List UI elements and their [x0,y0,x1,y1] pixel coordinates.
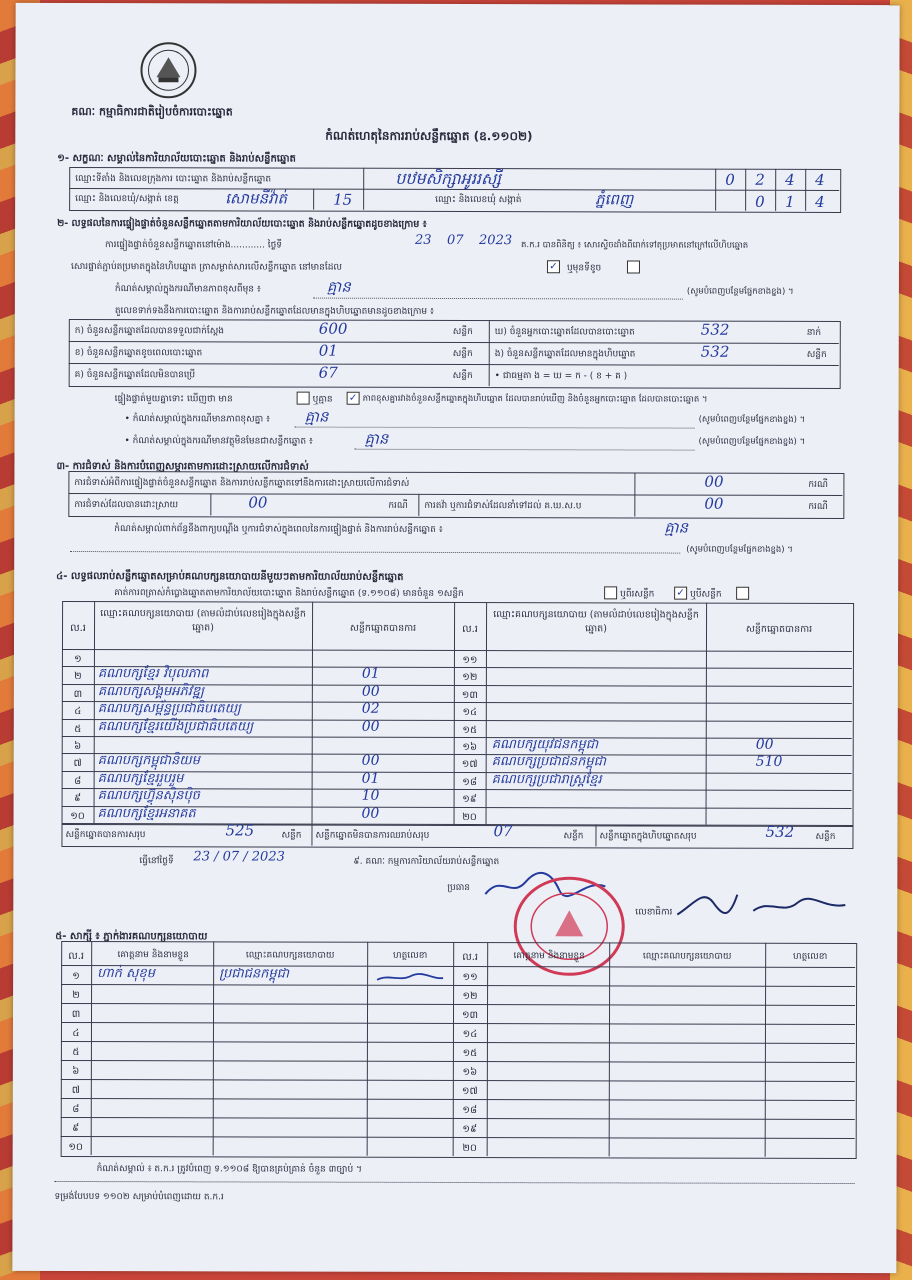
section5-heading: ៥- សាក្សី ៖ ភ្នាក់ងារគណបក្សនយោបាយ [55,930,208,943]
fig-b-unit: សន្លឹក [452,348,473,360]
secretary-label: លេខាធិការ [635,907,673,918]
appeal-value: 00 [704,494,724,513]
seal-line: សោរផ្ទាត់ភ្ជាប់តប្រមាតក្នុងនៃហិបឆ្នោត ត្រាសម្ងាត់សារលើសន្លឹកឆ្នោត នៅមានដែល [70,261,343,273]
fig-a-unit: សន្លឹក [452,326,473,338]
witness-col-sign: ហត្ថលេខា [393,950,428,961]
objections-label: ការជំទាស់អំពីការផ្ទៀងផ្ទាត់ចំនួនសន្លឹកឆ្នោត និងការរាប់សន្លឹកឆ្នោតទៅនឹងការដោះស្រាយលើការជំទាស់ [74,478,410,489]
commune-value: ភ្នំពេញ [595,190,634,209]
result-row-no: ៤ [74,706,82,718]
fig-b-value: 01 [318,341,338,360]
note2-label: • កំណត់សម្គាល់ក្នុងករណីមានវត្ថុមិនមែនជាសន្លឹកឆ្នោត ៖ [124,436,313,447]
fig-e-value: 532 [700,342,730,361]
witness-row-no: ៩ [72,1122,80,1135]
valid-total: 525 [225,821,255,840]
result-votes: 00 [361,683,380,700]
result-party-name: គណបក្សខ្មែររួបរួម [97,770,184,787]
witness-row-no: ៤ [72,1027,80,1040]
diff-note-suffix: (សូមបំពេញបន្ថែមផ្នែកខាងខ្នង) ។ [686,286,794,297]
invalid-total-unit: សន្លឹក [563,831,584,842]
appeal-unit: ករណី [808,501,828,512]
witness-row-no: ៥ [72,1046,80,1059]
result-row-no: ៧ [73,758,82,770]
result-row-no: ១៩ [462,794,477,806]
complaint-note-label: កំណត់សម្គាល់ពាក់ព័ន្ធនឹងពាក្យបណ្តឹង ឬការជំទាស់ក្នុងពេលនៃការផ្ទៀងផ្ទាត់ និងការរាប់សន្លឹកឆ្នោត ៖ [114,524,443,535]
section1-heading: ១- សក្ខណៈ សម្គាល់នៃការិយាល័យបោះឆ្នោត និងរាប់សន្លឹកឆ្នោត [57,152,296,165]
result-votes: 00 [755,736,774,753]
result-party-name: គណបក្សប្រជារាស្ត្រខ្មែរ [491,771,602,788]
witness-row-no: ១១ [462,972,478,984]
fig-d-unit: នាក់ [806,327,822,338]
appeal-label: ការតវ៉ា ឬការជំទាស់ដែលនាំទៅដល់ គ.ឃ.ស.ប [424,500,582,512]
result-row-no: ១៤ [462,707,478,719]
verify-month: 07 [447,232,464,249]
result-row-no: ៩ [74,793,82,805]
witness-row-no: ១៥ [462,1048,478,1060]
result-party-name: គណបក្សខ្មែរ វិបុលភាព [97,666,209,682]
result-votes: 10 [361,787,380,804]
result-votes: 00 [361,805,380,822]
commune-label: ឈ្មោះ និងលេខឃុំ សង្កាត់ [435,194,522,206]
made-at-label: ធ្វើនៅថ្ងៃទី [139,856,174,867]
station-label: ឈ្មោះទីតាំង និងលេខក្រុងការ បោះឆ្នោត និងរាប់សន្លឹកឆ្នោត [75,174,272,185]
witness-row-no: ១៨ [462,1105,478,1117]
objections-value: 00 [704,472,724,491]
note2-value: គ្មាន [364,429,389,448]
two-sheets-checkbox[interactable]: ✓ [674,587,687,600]
result-row-no: ១១ [462,655,478,667]
witness-col-sign-right: ហត្ថលេខា [793,951,828,962]
result-row-no: ១៣ [461,689,478,701]
result-party-name: គណបក្សយុវជនកម្ពុជា [491,737,599,753]
result-row-no: ៥ [74,723,82,735]
election-form-sheet [12,3,899,1273]
witness-row-no: ២០ [462,1143,478,1155]
province-label: ឈ្មោះ និងលេខឃុំ/សង្កាត់ ខេត្ត [75,194,179,205]
fig-a-value: 600 [318,319,348,338]
witness-row-no: ៦ [72,1065,80,1078]
fig-e-unit: សន្លឹក [806,349,827,360]
diff-note-label: កំណត់សម្គាល់ក្នុងករណីមានភាពខុសពីមុន ៖ [114,284,261,295]
witness-row-no: ៧ [71,1084,80,1097]
verify-line: ការផ្ទៀងផ្ទាត់ចំនួនសន្លឹកឆ្នោតនៅម៉ោង............ ថ្ងៃទី [105,240,283,251]
seal-broken-checkbox[interactable] [627,260,640,273]
witness1-signature [375,970,445,986]
note1-value: គ្មាន [304,407,329,426]
result-votes: 00 [361,753,380,770]
witness-col-party-right: ឈ្មោះគណបក្សនយោបាយ [642,951,732,962]
station-digit-1: 0 [725,170,735,189]
witness-col-no-right: ល.រ [462,952,479,964]
compare-label-2: ឬគ្មាន [312,394,333,405]
col-party-left: ឈ្មោះគណបក្សនយោបាយ (តាមលំដាប់លេខរៀងក្នុងសន្លឹកឆ្នោត) [100,608,306,634]
fig-b-label: ខ) ចំនួនសន្លឹកឆ្នោតខូចពេលបោះឆ្នោត [74,348,203,359]
emblem-logo [139,41,197,99]
fig-d-label: ឃ) ចំនួនអ្នកបោះឆ្នោតដែលបានបោះឆ្នោត [494,327,635,338]
fig-d-value: 532 [700,320,730,339]
result-party-name: គណបក្សសម្ព័ន្ធប្រជាធិបតេយ្យ [97,701,241,717]
note1-label: • កំណត់សម្គាល់ក្នុងករណីមានភាពខុសគ្នា ៖ [124,414,271,425]
result-row-no: ២ [74,671,82,683]
two-sheets-label: ឬពីរសន្លឹក [620,589,655,600]
secretary-signature [673,885,853,925]
result-row-no: ១៨ [462,776,477,788]
result-row-no: ១២ [462,672,478,684]
section4-heading: ៤- លទ្ធផលរាប់សន្លឹកឆ្នោតសម្រាប់គណបក្សនយោបាយនីមួយៗតាមការិយាល័យរាប់សន្លឹកឆ្នោត [56,570,404,583]
figures-intro: តួលេខទាក់ទងនឹងការបោះឆ្នោត និងការរាប់សន្លឹកឆ្នោតដែលមានក្នុងហិបឆ្នោតមានដូចខាងក្រោម ៖ [114,306,434,317]
chair-label: ប្រធាន [447,882,471,894]
witness-row-no: ៣ [71,1008,81,1021]
result-row-no: ២០ [462,811,477,823]
witness-col-no: ល.រ [68,950,85,963]
form-title: កំណត់ហេតុនៃការរាប់សន្លឹកឆ្នោត (ឧ.១១០២) [325,128,533,144]
tally-sheets-label: គាត់ការពត្រាស់កំប្លោងឆ្នោតតាមការិយាល័យបោះឆ្នោត និងរាប់សន្លឹកឆ្នោត (ទ.១១០៨) មានចំនួន ១សន្លឹក [114,588,464,600]
result-party-name: គណបក្សសង្គមអភិវឌ្ឍ [97,683,205,700]
three-sheets-checkbox[interactable] [736,587,749,600]
result-party-name: គណបក្សកម្ពុជានិយម [97,753,200,769]
province-value: សោមនីវ៉ាត់ [225,189,288,208]
one-sheet-checkbox[interactable] [604,586,617,599]
col-votes-right: សន្លឹកឆ្នោតបានការ [745,623,813,635]
compare-label: ផ្ទៀងផ្ទាត់មួយគ្នាទោះ ឃើញថា មាន [114,394,233,405]
compare-label-3: ភាពខុសគ្នារវាងចំនួនសន្លឹកឆ្នោតក្នុងហិបឆ្នោត ដែលបានរាប់ឃើញ និងចំនួនអ្នកបោះឆ្នោត ដែលបានបោះឆ្នោត ។ [362,393,708,405]
footer-note: កំណត់សម្គាល់ ៖ ត.ក.រ ត្រូវបំពេញ ទ.១១០៨ ឱ្យបានគ្រប់គ្រាន់ ចំនួន ៣ច្បាប់ ។ [96,1164,362,1175]
witness-row-no: ១៦ [462,1067,478,1079]
result-row-no: ១៧ [461,759,478,771]
result-votes: 510 [755,754,783,771]
verify-year: 2023 [479,233,513,249]
org-name: គណៈ កម្មាធិការជាតិរៀបចំការបោះឆ្នោត [71,104,233,119]
diff-yes-checkbox[interactable] [297,392,310,405]
result-party-name: គណបក្សខ្មែរយើងប្រជាធិបតេយ្យ [97,718,254,735]
result-row-no: ៦ [74,741,82,753]
witness-row-no: ២ [72,989,80,1002]
note2-suffix: (សូមបំពេញបន្ថែមផ្នែកខាងខ្នង) ។ [698,436,806,447]
witness-row-no: ១០ [68,1141,84,1154]
fig-c-label: គ) ចំនួនសន្លឹកឆ្នោតដែលមិនបានប្រើ [74,370,196,381]
result-row-no: ១ [74,654,82,666]
complaint-note-suffix: (សូមបំពេញបន្ថែមផ្នែកខាងខ្នង) ។ [686,544,793,555]
station-name: បឋមសិក្សាអូររស្សី [395,168,502,189]
commune-digit-3: 4 [815,192,825,211]
resolved-unit: ករណី [388,500,408,511]
witness-col-name: គោត្តនាម និងនាមខ្លួន [117,950,189,961]
complaint-note-value: គ្មាន [664,518,689,537]
col-no-right: ល.រ [462,624,478,636]
seal-intact-checkbox[interactable]: ✓ [547,260,560,273]
seal-broken-label: ឬមុនទីខូច [566,263,602,274]
valid-total-label: សន្លឹកឆ្នោតបានការសរុប [65,829,146,841]
witness-row-no: ១៤ [462,1029,478,1041]
witness-col-party: ឈ្មោះគណបក្សនយោបាយ [245,950,335,961]
made-date: 23 / 07 / 2023 [193,849,285,865]
fig-c-unit: សន្លឹក [452,370,473,382]
commune-digit-1: 0 [755,192,765,211]
box-total-label: សន្លឹកឆ្នោតក្នុងហិបឆ្នោតសរុប [599,831,697,842]
result-party-name: គណបក្សហ៊្វុនស៊ិនប៉ិច [97,788,200,804]
result-votes: 01 [361,666,380,683]
witness-row-no: ១២ [462,991,478,1003]
witness-row-no: ១៣ [461,1010,479,1022]
committee-label: ៩. គណៈ កម្មការការិយាល័យរាប់សន្លឹកឆ្នោត [353,856,500,868]
witness-row-no: ១ [72,970,80,983]
station-digit-3: 4 [785,170,795,189]
totals-row [61,823,853,849]
witness-row-no: ១៩ [462,1124,478,1136]
invalid-total: 07 [493,822,513,841]
station-digit-2: 2 [755,170,765,189]
diff-no-checkbox[interactable]: ✓ [347,392,360,405]
witness-row-no: ៨ [72,1103,80,1116]
col-party-right: ឈ្មោះគណបក្សនយោបាយ (តាមលំដាប់លេខរៀងក្នុងសន្លឹកឆ្នោត) [493,609,699,635]
valid-total-unit: សន្លឹក [281,830,302,841]
verify-line-b: ត.ក.រ បានពិនិត្យ ៖ សោរស្ទិចដាំងពីរោក់ទៅតុប្រមាតនៅក្រៅលើហិបឆ្នោត [521,240,749,251]
fig-a-label: ក) ចំនួនសន្លឹកឆ្នោតដែលបានទទួលជាក់ស្តែង [74,326,225,337]
objections-unit: ករណី [808,479,828,490]
witness-col-name-right: គោត្តនាម និងនាមខ្លួន [513,951,585,962]
result-row-no: ៨ [74,775,82,787]
result-votes: 00 [361,718,380,735]
box-total: 532 [765,822,795,841]
result-row-no: ១៦ [462,742,478,754]
witness-row-no: ១៧ [461,1086,478,1098]
result-votes: 01 [361,770,380,787]
footer-form-code: ទម្រង់បែបបទ ១១០២ សម្រាប់បំពេញដោយ ត.ក.រ [54,1191,224,1203]
fig-c-value: 67 [318,363,338,382]
three-sheets-label: ឬបីសន្លឹក [690,589,722,600]
result-row-no: ១០ [70,810,85,822]
section3-heading: ៣- ការជំទាស់ និងការបំពេញសម្ភារតាមការដោះស្រាយលើការជំទាស់ [56,460,309,473]
col-no-left: ល.រ [70,622,86,635]
result-row-no: ១៥ [462,724,478,736]
station-digit-4: 4 [815,170,825,189]
commune-digit-2: 1 [785,192,795,211]
invalid-total-label: សន្លឹកឆ្នោតមិនបានការឈរាប់សរុប [315,830,430,841]
witness1-name: ហាក់ សុខុម [97,966,155,982]
result-party-name: គណបក្សខ្មែរអនាគត [97,805,196,821]
witness1-party: ប្រជាជនកម្ពុជា [219,966,290,982]
fig-formula: • ជាធម្មតា ង = ឃ = ក - ( ខ + គ ) [494,371,628,382]
result-votes: 02 [361,700,380,717]
result-party-name: គណបក្សប្រជាជនកម្ពុជា [491,754,607,770]
diff-note-value: គ្មាន [326,277,351,296]
col-votes-left: សន្លឹកឆ្នោតបានការ [349,622,417,634]
fig-e-label: ង) ចំនួនសន្លឹកឆ្នោតដែលមានក្នុងហិបឆ្នោត [494,349,636,360]
verify-day: 23 [415,232,432,248]
result-row-no: ៣ [73,688,83,700]
resolved-value: 00 [248,493,268,512]
province-number: 15 [333,190,353,209]
section2-heading: ២- លទ្ធផលនៃការផ្ទៀងផ្ទាត់ចំនួនសន្លឹកឆ្នោតតាមការិយាល័យបោះឆ្នោត និងរាប់សន្លឹកឆ្នោតដូចខាងក្រោម ៖ [57,217,427,230]
resolved-label: ការជំទាស់ដែលបានដោះស្រាយ [74,500,179,511]
box-total-unit: សន្លឹក [815,831,836,842]
note1-suffix: (សូមបំពេញបន្ថែមផ្នែកខាងខ្នង) ។ [698,414,806,425]
